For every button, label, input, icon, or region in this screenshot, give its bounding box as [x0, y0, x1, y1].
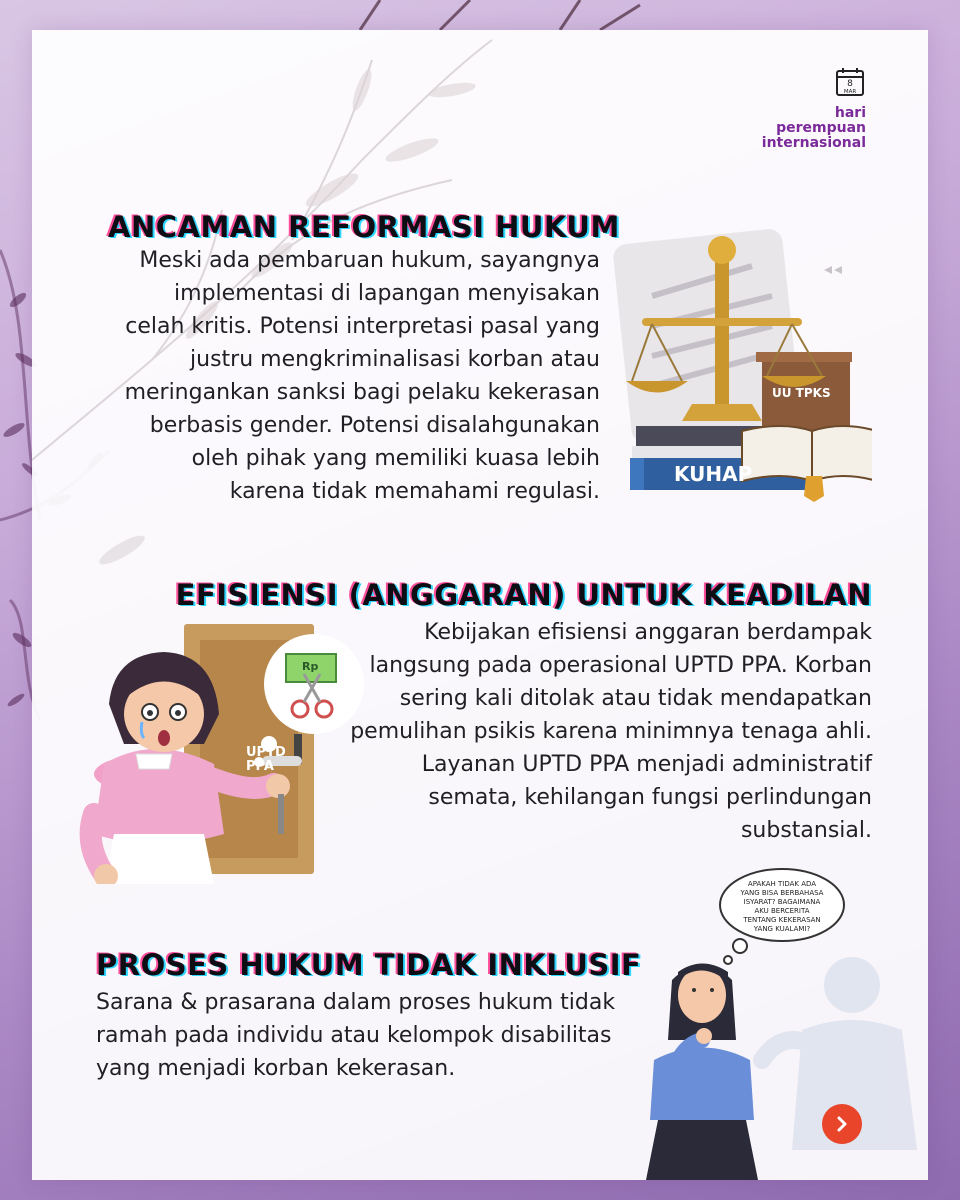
content-card: [32, 30, 928, 1180]
body-line: Sarana & prasarana dalam proses hukum tidak: [96, 990, 616, 1015]
badge-label: [762, 106, 866, 151]
door-sign-uptd-ppa: [246, 746, 286, 774]
section-body-inclusive-process: [96, 986, 615, 1085]
body-line: langsung pada operasional UPTD PPA. Korban: [369, 653, 872, 678]
book-uutpks-label: UU TPKS: [772, 386, 831, 400]
section-body-legal-reform: [125, 244, 600, 508]
body-line: Kebijakan efisiensi anggaran berdampak: [424, 620, 872, 645]
body-line: celah kritis. Potensi interpretasi pasal yang: [125, 314, 600, 339]
body-line: sering kali ditolak atau tidak mendapatkan: [399, 686, 872, 711]
calendar-icon: [834, 66, 866, 98]
body-line: justru mengkriminalisasi korban atau: [190, 347, 600, 372]
money-note-label: Rp: [302, 660, 319, 673]
speech-bubble-line: YANG KUALAMI?: [753, 925, 811, 933]
calendar-day: 8: [847, 79, 853, 89]
body-line: Meski ada pembaruan hukum, sayangnya: [139, 248, 600, 273]
badge-line: perempuan: [776, 120, 866, 136]
section-heading-inclusive-process: PROSES HUKUM TIDAK INKLUSIF: [96, 948, 642, 982]
body-line: karena tidak memahami regulasi.: [229, 479, 600, 504]
speech-bubble-line: APAKAH TIDAK ADA: [747, 880, 817, 888]
door-sign-line: PPA: [246, 759, 274, 774]
badge-line: internasional: [761, 135, 866, 151]
sign-language-illustration: [632, 860, 922, 1180]
badge-line: hari: [834, 105, 866, 121]
body-line: pemulihan psikis karena minimnya tenaga ahli.: [350, 719, 872, 744]
speech-bubble-line: ISYARAT? BAGAIMANA: [743, 898, 821, 906]
body-line: berbasis gender. Potensi disalahgunakan: [149, 413, 600, 438]
body-line: oleh pihak yang memiliki kuasa lebih: [191, 446, 600, 471]
section-heading-budget-efficiency: EFISIENSI (ANGGARAN) UNTUK KEADILAN: [175, 578, 872, 612]
chevron-right-icon: [833, 1115, 851, 1133]
next-slide-button[interactable]: [822, 1104, 862, 1144]
womens-day-badge: [762, 66, 866, 151]
section-heading-legal-reform: ANCAMAN REFORMASI HUKUM: [108, 210, 620, 244]
body-line: yang menjadi korban kekerasan.: [96, 1056, 456, 1081]
body-line: Layanan UPTD PPA menjadi administratif: [421, 752, 872, 777]
body-line: substansial.: [740, 818, 872, 843]
uptd-door-illustration: [54, 614, 374, 884]
calendar-month: MAR: [843, 89, 857, 95]
body-line: ramah pada individu atau kelompok disabilitas: [96, 1023, 612, 1048]
speech-bubble-line: TENTANG KEKERASAN: [743, 916, 821, 924]
body-line: implementasi di lapangan menyisakan: [174, 281, 600, 306]
book-kuhap-label: KUHAP: [674, 462, 753, 486]
section-body-budget-efficiency: [350, 616, 872, 847]
speech-bubble-line: AKU BERCERITA: [754, 907, 810, 915]
justice-scales-illustration: [582, 226, 872, 506]
speech-bubble-text: [732, 880, 832, 934]
door-sign-line: UPTD: [246, 745, 286, 760]
speech-bubble-line: YANG BISA BERBAHASA: [740, 889, 824, 897]
body-line: semata, kehilangan fungsi perlindungan: [428, 785, 872, 810]
body-line: meringankan sanksi bagi pelaku kekerasan: [124, 380, 600, 405]
